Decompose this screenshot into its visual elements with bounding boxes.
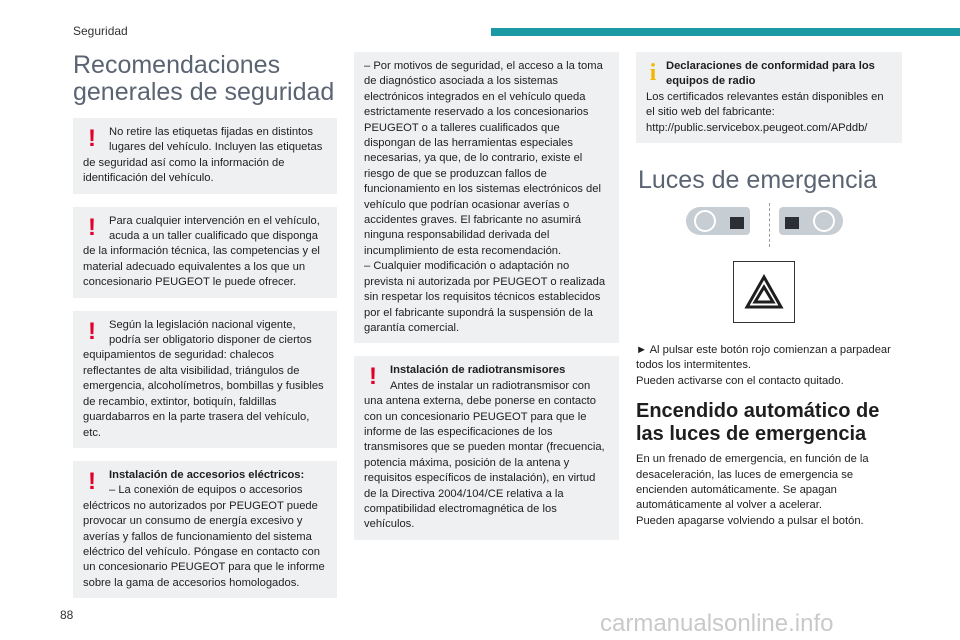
section-title: Seguridad xyxy=(73,24,128,38)
continued-note-text: – Por motivos de seguridad, el acceso a la toma de diagnóstico asociada a los sistemas electrónicos integrados en el vehículo queda estrictamente reservado a los concesionarios PEUGEOT o a talleres cualificados que dispongan de las herramientas especiales necesarias, ya que, de lo contrario, existe el riesgo de que se produzcan fallos de funcionamiento en los sistemas electrónicos del vehículo que podrían ocasionar averías o accidentes graves. El fabricante no asumirá ninguna responsabilidad derivada del incumplimiento de esta recomendación. xyxy=(364,60,603,257)
warning-icon: ! xyxy=(88,213,96,241)
warning-note-text: – La conexión de equipos o accesorios eléctricos no autorizados por PEUGEOT puede provocar un consumo de energía excesivo y averías y fallos de funcionamiento del sistema eléctrico del vehículo. Póngase en contacto con un concesionario PEUGEOT para que le informe sobre la gama de accesorios homologados. xyxy=(83,484,325,589)
hazard-switch-icon xyxy=(785,217,799,229)
warning-note-text: No retire las etiquetas fijadas en distintos lugares del vehículo. Incluyen las etiquetas de seguridad así como la información de identificación del vehículo. xyxy=(83,126,323,185)
info-icon: i xyxy=(649,60,657,86)
watermark: carmanualsonline.info xyxy=(600,610,834,637)
steering-wheel-icon xyxy=(694,210,716,232)
warning-note-text: Para cualquier intervención en el vehículo, acuda a un taller cualificado que disponga de la información técnica, las competencias y el material adecuado equivalentes a los que un concesionario PEUGEOT le puede ofrecer. xyxy=(83,214,320,289)
warning-note xyxy=(73,311,337,448)
hazard-switch-icon xyxy=(730,217,744,229)
column-2 xyxy=(354,52,619,553)
hazard-triangle-icon xyxy=(744,274,784,310)
continued-note xyxy=(354,52,619,343)
dashboard-left-hand-drive-icon xyxy=(686,207,750,235)
auto-text: En un frenado de emergencia, en función de la desaceleración, las luces de emergencia se encienden automáticamente. Se apagan automáticamente al volver a acelerar. xyxy=(636,453,869,512)
info-note xyxy=(636,52,902,143)
warning-note-title: Instalación de radiotransmisores xyxy=(390,364,566,377)
warning-note-title: Instalación de accesorios eléctricos: xyxy=(109,468,305,481)
page-title: Recomendaciones generales de seguridad xyxy=(73,51,335,106)
warning-icon: ! xyxy=(88,125,96,152)
info-note-text: Los certificados relevantes están disponibles en el sitio web del fabricante: http://public.servicebox.peugeot.com/APddb/ xyxy=(646,90,884,134)
section-heading-auto: Encendido automático de las luces de emergencia xyxy=(636,400,880,446)
steering-wheel-icon xyxy=(813,210,835,232)
warning-note-text: Según la legislación nacional vigente, podría ser obligatorio disponer de ciertos equipamientos de seguridad: chalecos reflectantes de alta visibilidad, triángulos de emergencia, alcoholímetros, bombillas y fusibles de recambio, extintor, botiquín, faldillas guardabarros en la parte trasera del vehículo, etc. xyxy=(83,318,324,439)
auto-text-2: Pueden apagarse volviendo a pulsar el botón. xyxy=(636,514,864,527)
luces-text: ► Al pulsar este botón rojo comienzan a parpadear todos los intermitentes. xyxy=(636,344,891,372)
column-3 xyxy=(636,52,902,529)
warning-note xyxy=(73,461,337,598)
column-1 xyxy=(73,52,337,611)
info-note-title: Declaraciones de conformidad para los equipos de radio xyxy=(666,60,875,88)
continued-note-text-2: – Cualquier modificación o adaptación no prevista ni autorizada por PEUGEOT o realizada sin respetar los requisitos técnicos establecidos por el fabricante supondrá la suspensión de la garantía comercial. xyxy=(364,260,606,334)
dashboard-right-hand-drive-icon xyxy=(779,207,843,235)
warning-icon: ! xyxy=(88,317,96,345)
hazard-button-icon xyxy=(733,261,795,323)
section-heading-luces: Luces de emergencia xyxy=(638,166,878,195)
warning-icon: ! xyxy=(369,363,377,391)
warning-note xyxy=(354,356,619,539)
warning-note xyxy=(73,207,337,298)
page-number: 88 xyxy=(60,608,74,622)
warning-icon: ! xyxy=(88,467,96,495)
warning-note xyxy=(73,118,337,194)
dashed-divider xyxy=(769,203,770,247)
warning-note-text: Antes de instalar un radiotransmisor con una antena externa, debe ponerse en contacto con un concesionario PEUGEOT para que le informe de las especificaciones de los transmisores que se pueden montar (frecuencia, potencia máxima, posición de la antena y requisitos específicos de instalación), en virtud de la Directiva 2004/104/CE relativa a la compatibilidad electromagnética de los vehículos. xyxy=(364,379,605,531)
header-accent-bar xyxy=(491,28,960,36)
luces-text-2: Pueden activarse con el contacto quitado. xyxy=(636,374,844,387)
dashboard-illustration xyxy=(636,203,902,255)
